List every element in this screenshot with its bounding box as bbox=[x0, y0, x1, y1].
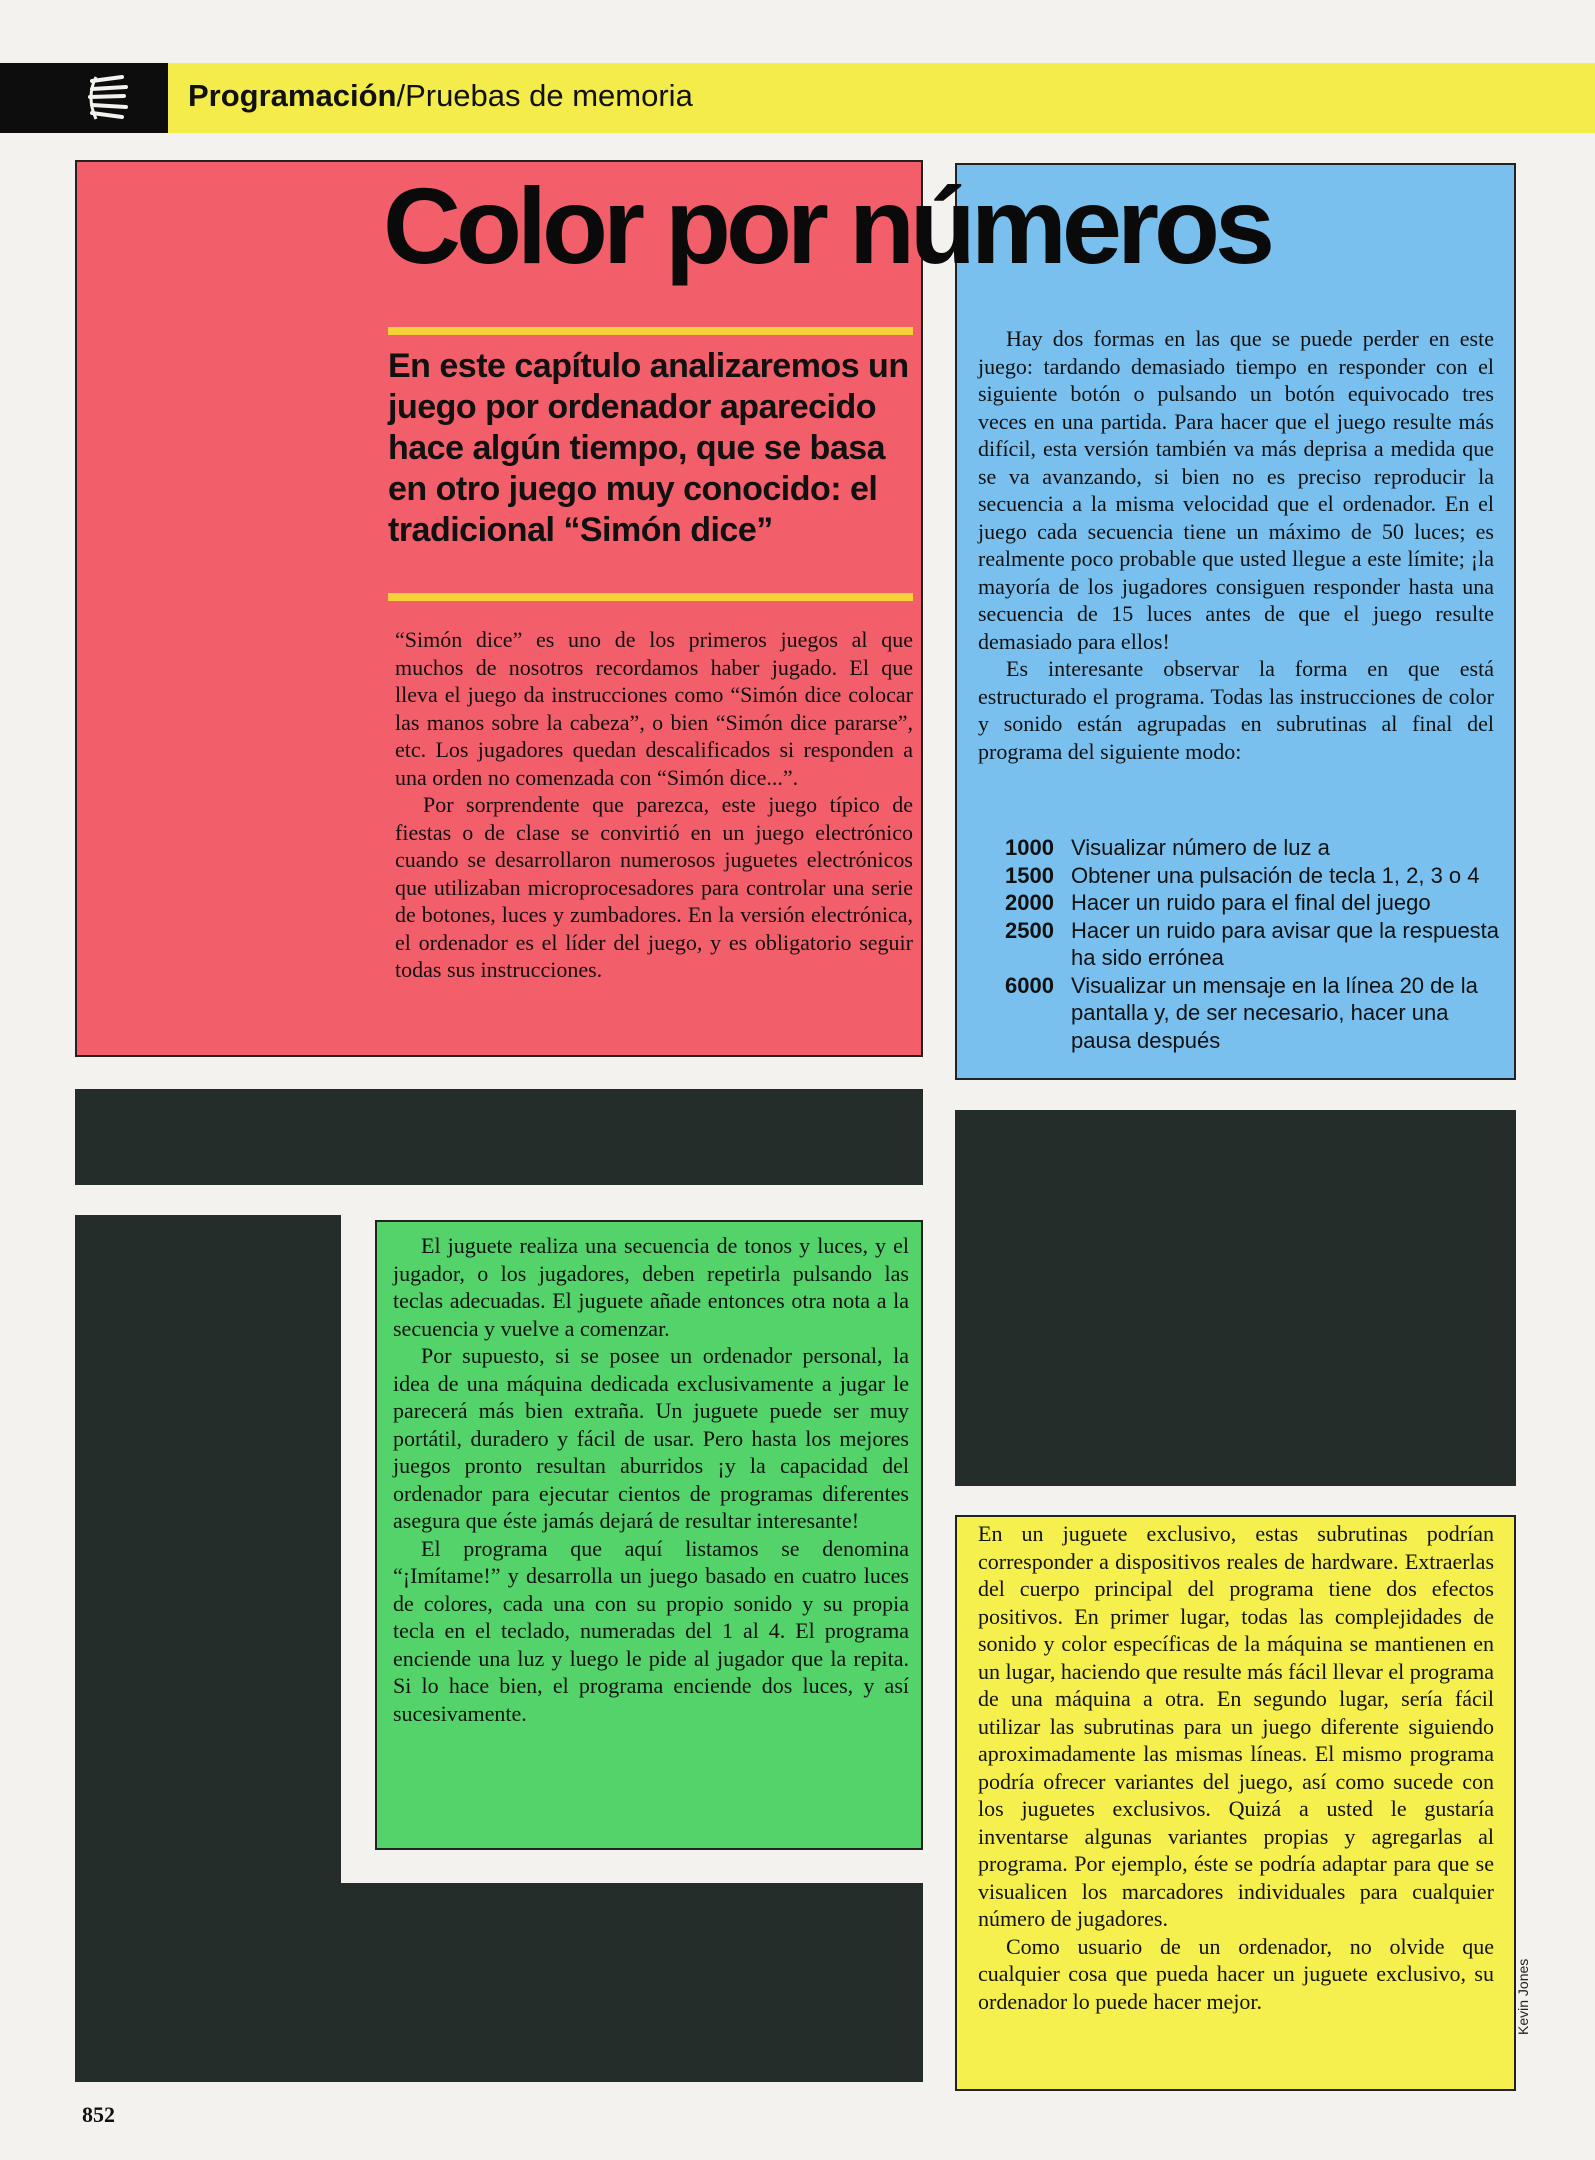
subroutine-description: Hacer un ruido para el final del juego bbox=[1071, 890, 1431, 915]
paragraph: El juguete realiza una secuencia de tonos y luces, y el jugador, o los jugadores, deben repetirla pulsando las teclas adecuadas. El juguete añade entonces otra nota a la secuencia y vuelve a comenzar. bbox=[393, 1233, 909, 1341]
red-panel-text bbox=[395, 626, 913, 984]
subroutine-description: Obtener una pulsación de tecla 1, 2, 3 o 4 bbox=[1071, 862, 1480, 888]
subroutine-item bbox=[1005, 834, 1505, 862]
line-number: 6000 bbox=[1005, 972, 1054, 998]
paragraph: “Simón dice” es uno de los primeros juegos al que muchos de nosotros recordamos haber jugado. El que lleva el juego da instrucciones como “Simón dice colocar las manos sobre la cabeza”, o bien “Simón dice pararse”, etc. Los jugadores quedan descalificados si responden a una orden no comenzada con “Simón dice...”. bbox=[395, 627, 913, 790]
section-logo-icon bbox=[0, 63, 168, 133]
paragraph: Es interesante observar la forma en que está estructurado el programa. Todas las instrucciones de color y sonido están agrupadas en subrutinas al final del programa del siguiente modo: bbox=[978, 656, 1494, 764]
paragraph: Como usuario de un ordenador, no olvide que cualquier cosa que pueda hacer un juguete exclusivo, su ordenador lo puede hacer mejor. bbox=[978, 1933, 1494, 2014]
dark-block-top-left bbox=[75, 1089, 923, 1185]
subroutine-item bbox=[1005, 889, 1505, 917]
subroutine-item bbox=[1005, 972, 1505, 1055]
subroutine-description: Visualizar un mensaje en la línea 20 de la pantalla y, de ser necesario, hacer una pausa después bbox=[1071, 972, 1478, 1053]
dark-block-left bbox=[75, 1215, 341, 2082]
line-number: 1000 bbox=[1005, 835, 1054, 860]
blue-panel-text bbox=[978, 325, 1494, 765]
line-number: 2500 bbox=[1005, 917, 1054, 943]
paragraph: Por sorprendente que parezca, este juego típico de fiestas o de clase se convirtió en un juego electrónico cuando se desarrollaron numerosos juguetes electrónicos que utilizaban microprocesadores para controlar una serie de botones, luces y zumbadores. En la versión electrónica, el ordenador es el líder del juego, y es obligatorio seguir todas sus instrucciones. bbox=[395, 792, 913, 982]
subroutine-description: Hacer un ruido para avisar que la respuesta ha sido errónea bbox=[1071, 917, 1500, 970]
subroutine-item bbox=[1005, 862, 1505, 890]
subroutine-description: Visualizar número de luz a bbox=[1071, 835, 1330, 860]
subroutine-item bbox=[1005, 917, 1505, 972]
intro-top-rule bbox=[388, 327, 913, 335]
green-panel-text bbox=[393, 1232, 909, 1727]
dark-block-bottom bbox=[341, 1883, 923, 2082]
section-subtitle: /Pruebas de memoria bbox=[396, 78, 693, 113]
page-number: 852 bbox=[82, 2102, 115, 2127]
line-number: 2000 bbox=[1005, 890, 1054, 915]
photo-credit: Kevin Jones bbox=[1515, 1958, 1531, 2035]
subroutine-list bbox=[1005, 834, 1505, 1054]
section-name: Programación bbox=[188, 78, 397, 113]
article-title: Color por números bbox=[383, 165, 1271, 286]
paragraph: El programa que aquí listamos se denomina “¡Imítame!” y desarrolla un juego basado en cuatro luces de colores, cada una con su propio sonido y su propia tecla en el teclado, numeradas del 1 al 4. El programa enciende una luz y luego le pide al jugador que la repita. Si lo hace bien, el programa enciende dos luces, y así sucesivamente. bbox=[393, 1535, 909, 1726]
paragraph: En un juguete exclusivo, estas subrutinas podrían corresponder a dispositivos reales de hardware. Extraerlas del cuerpo principal del programa tiene dos efectos positivos. En primer lugar, todas las complejidades de sonido y color específicas de la máquina se mantienen en un lugar, haciendo que resulte más fácil llevar el programa de una máquina a otra. En segundo lugar, sería fácil utilizar las subrutinas para un juego diferente siguiendo aproximadamente las mismas líneas. El mismo programa podría ofrecer variantes del juego, así como sucede con los juguetes exclusivos. Quizá a usted le gustaría inventarse algunas variantes propias y agregarlas al programa. Por ejemplo, éste se podría adaptar para que se visualicen los marcadores individuales para cualquier número de jugadores. bbox=[978, 1521, 1494, 1931]
dark-block-right bbox=[955, 1110, 1516, 1486]
article-intro: En este capítulo analizaremos un juego por ordenador aparecido hace algún tiempo, que se basa en otro juego muy conocido: el tradicional “Simón dice” bbox=[388, 347, 909, 549]
line-number: 1500 bbox=[1005, 862, 1054, 888]
intro-bottom-rule bbox=[388, 593, 913, 601]
paragraph: Hay dos formas en las que se puede perder en este juego: tardando demasiado tiempo en responder con el siguiente botón o pulsando un botón equivocado tres veces en una partida. Para hacer que el juego resulte más difícil, esta versión también va más deprisa a medida que se va avanzando, si bien no es preciso reproducir la secuencia a la misma velocidad que el ordenador. En el juego cada secuencia tiene un máximo de 50 luces; es realmente poco probable que usted llegue a este límite; ¡la mayoría de los jugadores consiguen responder hasta una secuencia de 15 luces antes de que el juego resulte demasiado para ellos! bbox=[978, 326, 1494, 654]
yellow-panel-text bbox=[978, 1520, 1494, 2015]
section-heading bbox=[188, 78, 693, 114]
paragraph: Por supuesto, si se posee un ordenador personal, la idea de una máquina dedicada exclusivamente a jugar le parecerá más bien extraña. Un juguete puede ser muy portátil, duradero y fácil de usar. Pero hasta los mejores juegos pronto resultan aburridos ¡y la capacidad del ordenador para ejecutar cientos de programas diferentes asegura que éste jamás dejará de resultar interesante! bbox=[393, 1343, 909, 1533]
